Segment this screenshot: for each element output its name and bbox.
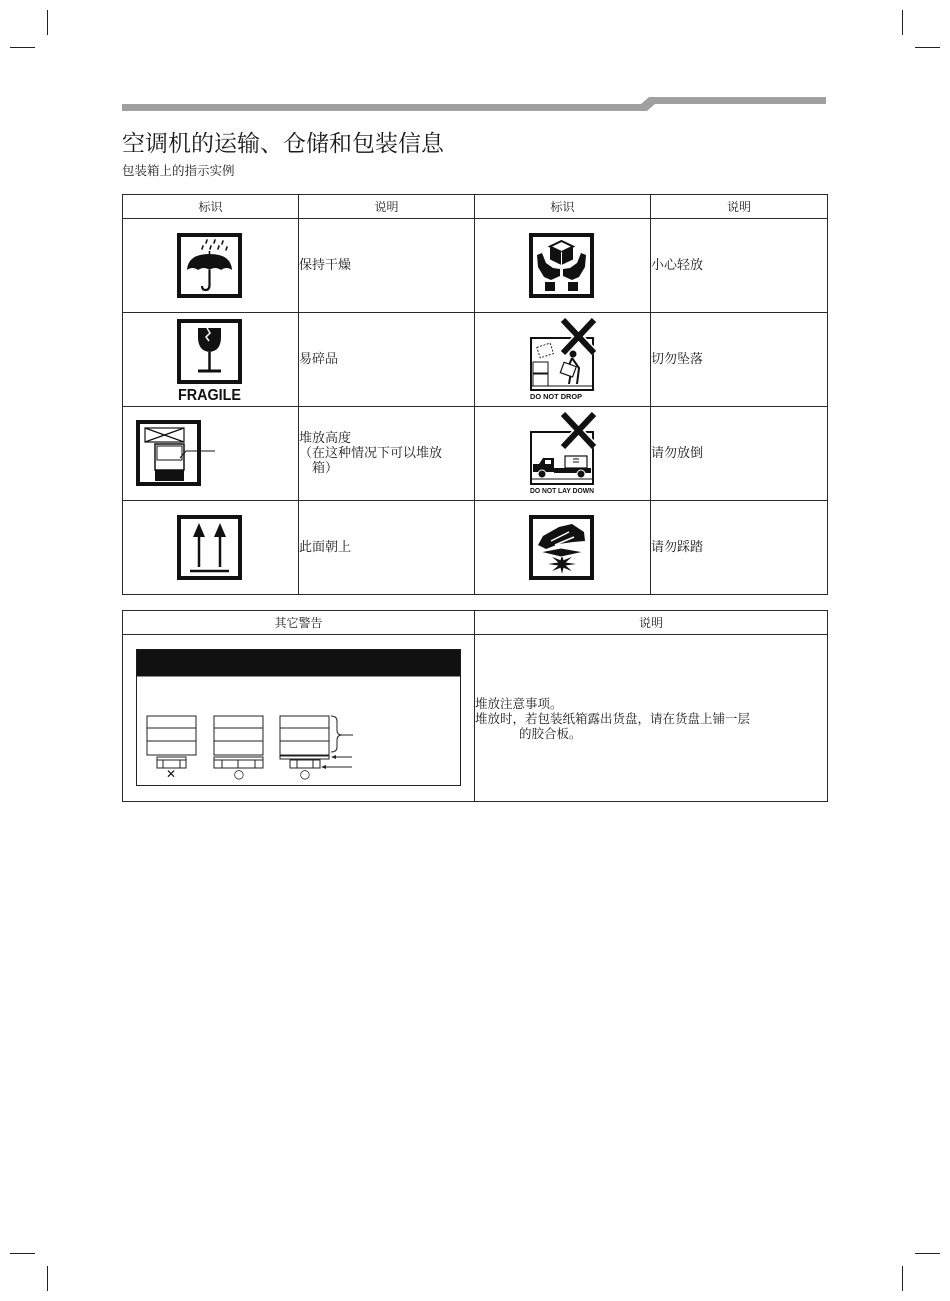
column-header-warnings: 其它警告 [123, 611, 475, 635]
hands-holding-box-icon [529, 233, 594, 298]
do-not-step-icon [529, 515, 594, 580]
table-header-row [123, 611, 828, 635]
description-text: 的胶合板。 [519, 725, 582, 741]
description-cell [299, 313, 475, 407]
header-rule [122, 97, 826, 111]
do-not-lay-down-label: DO NOT LAY DOWN [530, 488, 594, 495]
fragile-glass-icon [177, 319, 242, 405]
other-warnings-table [122, 610, 828, 802]
table-row [123, 501, 828, 595]
page-subtitle: 包装箱上的指示实例 [122, 163, 235, 178]
description-text: 堆放高度 [299, 431, 352, 446]
description-text: 小心轻放 [651, 258, 704, 273]
do-not-drop-label: DO NOT DROP [530, 394, 583, 401]
mark-cell [123, 501, 299, 595]
description-text: 请勿踩踏 [651, 540, 704, 555]
description-cell [651, 219, 828, 313]
description-text: 切勿坠落 [651, 352, 704, 367]
box-on-truck [565, 456, 587, 468]
description-cell [651, 313, 828, 407]
mark-cell [475, 501, 651, 595]
stack-matching-pallet [214, 716, 263, 768]
correct-mark: ○ [233, 767, 245, 781]
mark-cell [475, 407, 651, 501]
mark-cell [475, 219, 651, 313]
description-text: 堆放注意事项。 [475, 695, 563, 711]
description-cell [299, 407, 475, 501]
mark-cell [123, 407, 299, 501]
mark-cell [123, 313, 299, 407]
description-text: 箱） [312, 461, 339, 476]
description-cell [651, 501, 828, 595]
description-cell [299, 501, 475, 595]
mark-cell [475, 313, 651, 407]
column-header-mark: 标识 [475, 195, 651, 219]
do-not-drop-icon [529, 318, 596, 402]
description-text: 请勿放倒 [651, 446, 704, 461]
page-title: 空调机的运输、仓储和包装信息 [122, 131, 444, 157]
fragile-label: FRAGILE [178, 387, 242, 404]
description-cell [651, 407, 828, 501]
stacking-limit-icon [136, 420, 218, 487]
description-text: 堆放时，若包装纸箱露出货盘，请在货盘上铺一层 [475, 710, 751, 726]
diagram-header-band [137, 650, 461, 677]
warning-description-cell [475, 635, 828, 802]
this-side-up-icon [177, 515, 242, 580]
correct-mark: ○ [299, 767, 311, 781]
description-text: 易碎品 [299, 352, 339, 367]
table-row [123, 313, 828, 407]
column-header-description: 说明 [475, 611, 828, 635]
description-text: 保持干燥 [299, 258, 352, 273]
column-header-description: 说明 [651, 195, 828, 219]
umbrella-icon [177, 233, 242, 298]
packaging-marks-table [122, 194, 828, 595]
do-not-lay-down-icon [529, 412, 596, 496]
pallet-stacking-diagram [136, 649, 461, 786]
description-text: （在这种情况下可以堆放 [299, 446, 443, 461]
column-header-description: 说明 [299, 195, 475, 219]
column-header-mark: 标识 [123, 195, 299, 219]
table-row [123, 635, 828, 802]
table-header-row [123, 195, 828, 219]
description-text: 此面朝上 [299, 540, 352, 555]
description-cell [299, 219, 475, 313]
table-row [123, 407, 828, 501]
table-row [123, 219, 828, 313]
incorrect-mark: ✕ [165, 767, 177, 781]
mark-cell [123, 219, 299, 313]
warning-diagram-cell [123, 635, 475, 802]
stacked-box [155, 444, 184, 481]
